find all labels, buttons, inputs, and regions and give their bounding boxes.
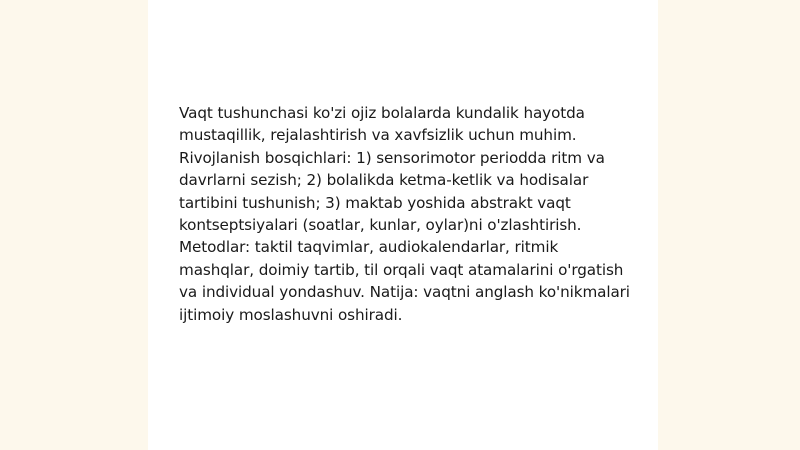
right-margin-area xyxy=(658,0,800,450)
body-paragraph: Vaqt tushunchasi ko'zi ojiz bolalarda kundalik hayotda mustaqillik, rejalashtirish va xavfsizlik uchun muhim. Rivojlanish bosqichlari: 1) sensorimotor periodda ritm va davrlarni sezish; 2) bolalikda ketma-ketlik va hodisalar tartibini tushunish; 3) maktab yoshida abstrakt vaqt kontseptsiyalari (soatlar, kunlar, oylar)ni o'zlashtirish. Metodlar: taktil taqvimlar, audiokalendarlar, ritmik mashqlar, doimiy tartib, til orqali vaqt atamalarini o'rgatish va individual yondashuv. Natija: vaqtni anglash ko'nikmalari ijtimoiy moslashuvni oshiradi. xyxy=(179,104,630,324)
document-page xyxy=(148,0,658,450)
left-margin-area xyxy=(0,0,148,450)
